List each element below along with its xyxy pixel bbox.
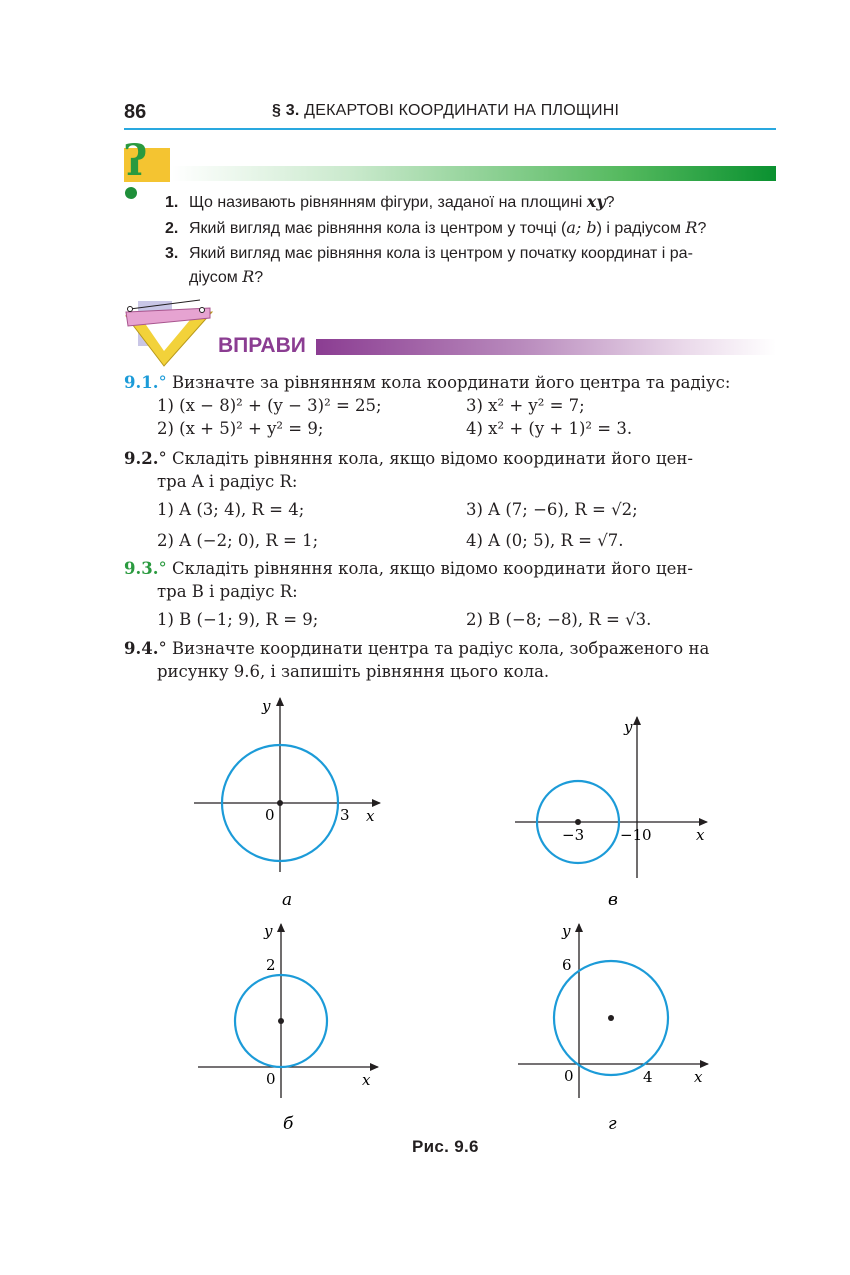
exercise-text: Визначте координати центра та радіус кола, зображеного на bbox=[171, 639, 710, 658]
question-text: Який вигляд має рівняння кола із центром у початку координат і ра- bbox=[189, 245, 693, 262]
origin-label: 0 bbox=[266, 1070, 276, 1088]
question-text-end: ? bbox=[697, 220, 707, 237]
tick-label: 3 bbox=[340, 806, 350, 824]
center-point bbox=[278, 1018, 284, 1024]
exercise-text: Визначте за рівнянням кола координати його центра та радіус: bbox=[171, 373, 731, 392]
question-var: xy bbox=[586, 192, 606, 211]
exercise-text-cont: тра B і радіус R: bbox=[157, 582, 298, 601]
exercise-item: 1) A (3; 4), R = 4; bbox=[157, 500, 305, 519]
exercise-item: 3) A (7; −6), R = √2; bbox=[466, 500, 638, 519]
level-mark: ° bbox=[158, 639, 167, 658]
exercise-item: 1) (x − 8)² + (y − 3)² = 25; bbox=[157, 396, 382, 415]
y-axis-label: y bbox=[264, 922, 273, 940]
exercise-item: 1) B (−1; 9), R = 9; bbox=[157, 610, 319, 629]
section-title: ДЕКАРТОВІ КООРДИНАТИ НА ПЛОЩИНІ bbox=[304, 102, 620, 119]
panel-a bbox=[194, 697, 380, 910]
x-axis-label: x bbox=[366, 807, 375, 825]
tick-label: 6 bbox=[562, 956, 572, 974]
tick-label: 2 bbox=[266, 956, 276, 974]
panel-label: б bbox=[283, 1114, 294, 1134]
exercise-item: 2) B (−8; −8), R = √3. bbox=[466, 610, 652, 629]
center-point bbox=[608, 1015, 614, 1021]
origin-label: 0 bbox=[265, 806, 275, 824]
exercise-item: 2) A (−2; 0), R = 1; bbox=[157, 531, 319, 550]
level-mark: ° bbox=[158, 559, 167, 578]
question-mark-icon: ʔ bbox=[124, 136, 148, 185]
question-text-end: ? bbox=[605, 194, 615, 211]
exercise-number: 9.2. bbox=[124, 449, 159, 468]
origin-label: 0 bbox=[564, 1067, 574, 1085]
question-var: a; b bbox=[566, 218, 597, 237]
exercise-item: 4) x² + (y + 1)² = 3. bbox=[466, 419, 633, 438]
question-number: 3. bbox=[165, 245, 179, 262]
question-text-end: ? bbox=[254, 269, 264, 286]
question-var: R bbox=[242, 267, 255, 286]
exercise-number: 9.1. bbox=[124, 373, 159, 392]
level-mark: ° bbox=[158, 449, 167, 468]
question-text: діусом bbox=[189, 269, 243, 286]
y-axis-label: y bbox=[262, 697, 271, 715]
question-number: 2. bbox=[165, 220, 179, 237]
tick-label: −1 bbox=[620, 826, 643, 844]
question-number: 1. bbox=[165, 194, 179, 211]
exercises-heading: ВПРАВИ bbox=[218, 334, 306, 357]
figure-caption: Рис. 9.6 bbox=[412, 1137, 479, 1156]
question-text: Який вигляд має рівняння кола із центром у точці ( bbox=[189, 220, 567, 237]
question-text-mid: ) і радіусом bbox=[596, 220, 686, 237]
question-text: Що називають рівнянням фігури, заданої на площині bbox=[189, 194, 587, 211]
x-axis-label: x bbox=[694, 1068, 703, 1086]
exercise-text-cont: рисунку 9.6, і запишіть рівняння цього кола. bbox=[157, 662, 550, 681]
x-axis-label: x bbox=[362, 1071, 371, 1089]
exercise-number: 9.3. bbox=[124, 559, 159, 578]
panel-label: в bbox=[608, 890, 618, 910]
exercise-item: 2) (x + 5)² + y² = 9; bbox=[157, 419, 324, 438]
center-point bbox=[575, 819, 581, 825]
exercise-text: Складіть рівняння кола, якщо відомо координати його цен- bbox=[171, 449, 693, 468]
exercise-number: 9.4. bbox=[124, 639, 159, 658]
page-number: 86 bbox=[124, 101, 147, 123]
level-mark: ° bbox=[158, 373, 167, 392]
exercise-text: Складіть рівняння кола, якщо відомо координати його цен- bbox=[171, 559, 693, 578]
center-point bbox=[277, 800, 283, 806]
exercise-item: 3) x² + y² = 7; bbox=[466, 396, 585, 415]
panel-label: г bbox=[608, 1114, 617, 1134]
origin-label: 0 bbox=[642, 826, 652, 844]
section-marker: § 3. bbox=[272, 102, 300, 119]
panel-g bbox=[518, 922, 708, 1134]
tick-label: −3 bbox=[562, 826, 585, 844]
tick-label: 4 bbox=[643, 1068, 653, 1086]
y-axis-label: y bbox=[624, 718, 633, 736]
y-axis-label: y bbox=[562, 922, 571, 940]
panel-label: а bbox=[282, 890, 293, 910]
panel-b bbox=[198, 922, 378, 1134]
exercise-text-cont: тра A і радіус R: bbox=[157, 472, 298, 491]
x-axis-label: x bbox=[696, 826, 705, 844]
question-var: R bbox=[685, 218, 698, 237]
exercise-item: 4) A (0; 5), R = √7. bbox=[466, 531, 624, 550]
panel-v bbox=[515, 717, 707, 910]
